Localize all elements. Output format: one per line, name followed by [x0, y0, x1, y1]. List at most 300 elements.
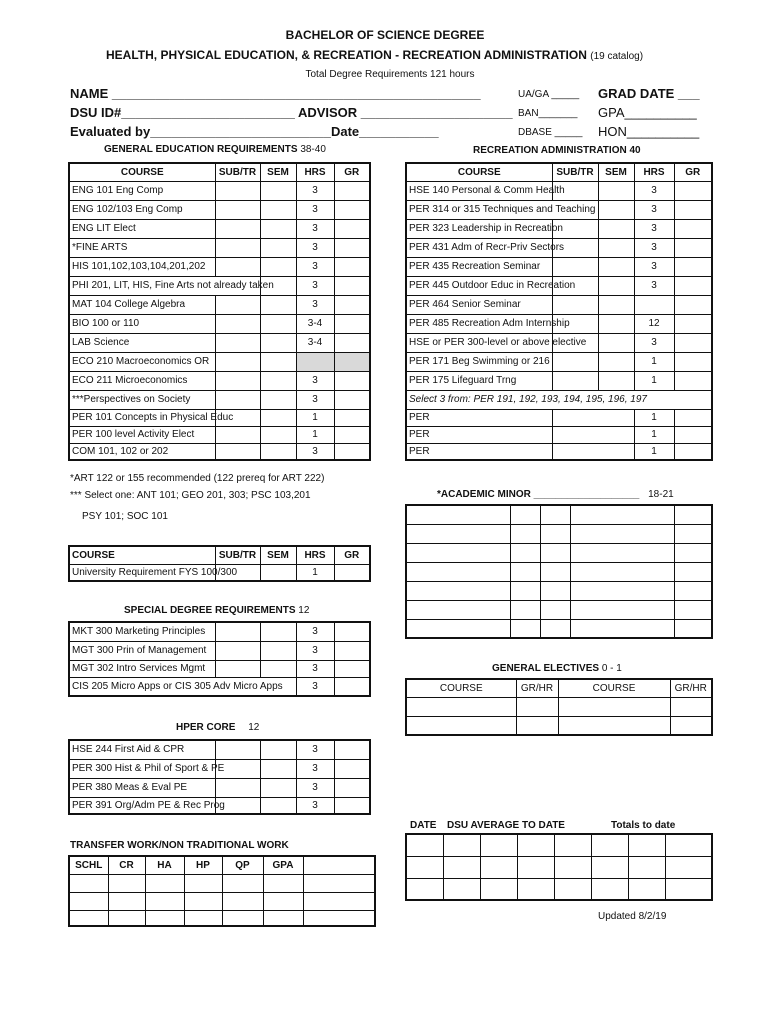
table-row[interactable] [406, 276, 712, 295]
cell[interactable] [69, 874, 108, 892]
gr-cell[interactable] [674, 371, 712, 390]
sem-cell[interactable] [598, 219, 634, 238]
sem-cell[interactable] [260, 314, 296, 333]
table-row[interactable] [406, 181, 712, 200]
subtr-cell[interactable] [215, 426, 260, 443]
sem-cell[interactable] [260, 219, 296, 238]
cell[interactable] [670, 697, 712, 716]
gr-cell[interactable] [674, 314, 712, 333]
table-row[interactable] [69, 759, 370, 778]
subtr-cell[interactable] [215, 314, 260, 333]
table-row[interactable] [69, 200, 370, 219]
sem-cell[interactable] [260, 564, 296, 581]
table-row[interactable] [69, 257, 370, 276]
cell[interactable] [510, 600, 540, 619]
course-name: HSE 140 Personal & Comm Health [406, 181, 552, 200]
cell[interactable] [540, 543, 570, 562]
table-row[interactable] [69, 910, 375, 926]
academic-minor-title [437, 489, 674, 500]
table-row[interactable] [406, 562, 712, 581]
total-hours: Total Degree Requirements 121 hours [305, 69, 475, 80]
cell[interactable] [510, 562, 540, 581]
col-schl: SCHL [69, 856, 108, 874]
col-cr: CR [108, 856, 145, 874]
cell[interactable] [145, 874, 184, 892]
table-row[interactable] [406, 878, 712, 900]
gr-cell[interactable] [674, 409, 712, 426]
cell[interactable] [510, 505, 540, 524]
col-blank [303, 856, 375, 874]
transfer-table [68, 855, 376, 927]
cell[interactable] [406, 697, 516, 716]
table-row[interactable] [406, 219, 712, 238]
cell[interactable] [591, 856, 628, 878]
gr-cell[interactable] [674, 219, 712, 238]
course-name: *FINE ARTS [69, 238, 215, 257]
cell[interactable] [540, 600, 570, 619]
hrs-cell: 3 [296, 797, 334, 814]
table-row[interactable] [69, 797, 370, 814]
subtr-cell[interactable] [215, 295, 260, 314]
table-row[interactable] [69, 564, 370, 581]
table-row[interactable] [69, 740, 370, 759]
gen-ed-hours: 38-40 [300, 144, 326, 155]
gr-cell[interactable] [334, 797, 370, 814]
cell[interactable] [406, 878, 443, 900]
cell[interactable] [222, 892, 263, 910]
table-row[interactable] [69, 874, 375, 892]
cell[interactable] [406, 505, 510, 524]
subtr-cell[interactable] [215, 778, 260, 797]
table-row[interactable] [69, 352, 370, 371]
cell[interactable] [554, 878, 591, 900]
table-row[interactable] [406, 697, 712, 716]
table-row[interactable] [406, 333, 712, 352]
cell[interactable] [184, 892, 222, 910]
cell[interactable] [570, 543, 674, 562]
table-row[interactable] [69, 443, 370, 460]
dsu-average-label: DSU AVERAGE TO DATE [447, 820, 565, 831]
special-title [124, 605, 309, 616]
catalog-label: (19 catalog) [590, 51, 644, 62]
cell[interactable] [406, 600, 510, 619]
cell[interactable] [108, 910, 145, 926]
cell[interactable] [406, 562, 510, 581]
cell[interactable] [591, 834, 628, 856]
subtr-cell[interactable] [215, 257, 260, 276]
cell[interactable] [516, 716, 558, 735]
sem-cell[interactable] [260, 238, 296, 257]
table-row[interactable] [69, 314, 370, 333]
gr-cell[interactable] [334, 622, 370, 641]
cell[interactable] [670, 716, 712, 735]
sem-cell[interactable] [260, 390, 296, 409]
cell[interactable] [554, 834, 591, 856]
table-row[interactable] [406, 238, 712, 257]
hrs-cell: 1 [634, 443, 674, 460]
table-row[interactable] [69, 641, 370, 660]
sem-cell[interactable] [260, 409, 296, 426]
course-name: PER 100 level Activity Elect [69, 426, 215, 443]
cell[interactable] [184, 874, 222, 892]
cell[interactable] [570, 600, 674, 619]
cell[interactable] [674, 581, 712, 600]
gr-cell[interactable] [674, 426, 712, 443]
sem-cell[interactable] [260, 443, 296, 460]
gr-cell[interactable] [334, 759, 370, 778]
table-row[interactable] [406, 409, 712, 426]
gr-cell[interactable] [334, 276, 370, 295]
course-name[interactable]: PER [406, 409, 552, 426]
cell[interactable] [510, 619, 540, 638]
sem-cell[interactable] [260, 371, 296, 390]
table-row[interactable] [406, 543, 712, 562]
course-entry[interactable] [552, 443, 634, 460]
hrs-cell: 3 [296, 200, 334, 219]
course-name: LAB Science [69, 333, 215, 352]
hrs-cell: 3 [296, 622, 334, 641]
gr-cell[interactable] [334, 238, 370, 257]
table-row[interactable] [406, 352, 712, 371]
gr-cell[interactable] [674, 352, 712, 371]
sem-cell[interactable] [260, 797, 296, 814]
subtr-cell[interactable] [215, 219, 260, 238]
subtr-cell[interactable] [552, 352, 598, 371]
cell[interactable] [406, 543, 510, 562]
cell[interactable] [263, 874, 303, 892]
cell[interactable] [628, 834, 665, 856]
cell[interactable] [145, 892, 184, 910]
cell[interactable] [406, 716, 516, 735]
cell[interactable] [516, 697, 558, 716]
table-row[interactable] [406, 600, 712, 619]
cell[interactable] [665, 856, 712, 878]
table-row[interactable] [69, 426, 370, 443]
table-row[interactable] [69, 276, 370, 295]
cell[interactable] [674, 600, 712, 619]
subtr-cell[interactable] [215, 352, 260, 371]
cell[interactable] [570, 524, 674, 543]
gr-cell[interactable] [674, 295, 712, 314]
subtr-cell[interactable] [215, 641, 260, 660]
cell[interactable] [674, 543, 712, 562]
course-name: CIS 205 Micro Apps or CIS 305 Adv Micro Apps [69, 677, 296, 696]
hrs-cell: 3-4 [296, 333, 334, 352]
sem-cell[interactable] [260, 352, 296, 371]
hper-core-title [176, 722, 259, 733]
cell[interactable] [540, 524, 570, 543]
table-row[interactable] [406, 856, 712, 878]
subtr-cell[interactable] [215, 333, 260, 352]
hrs-cell: 3 [634, 257, 674, 276]
col-qp: QP [222, 856, 263, 874]
gr-cell[interactable] [334, 200, 370, 219]
gr-cell[interactable] [334, 443, 370, 460]
table-row[interactable] [406, 443, 712, 460]
course-name: PHI 201, LIT, HIS, Fine Arts not already taken [69, 276, 260, 295]
gr-cell[interactable] [334, 257, 370, 276]
cell[interactable] [263, 910, 303, 926]
subtr-cell[interactable] [552, 371, 598, 390]
document-subtitle [106, 48, 643, 62]
cell[interactable] [665, 878, 712, 900]
univ-header-row [69, 546, 370, 564]
cell[interactable] [406, 524, 510, 543]
table-row[interactable] [69, 778, 370, 797]
gr-cell[interactable] [674, 443, 712, 460]
sem-cell[interactable] [598, 181, 634, 200]
cell[interactable] [222, 874, 263, 892]
sem-cell[interactable] [260, 778, 296, 797]
cell[interactable] [540, 505, 570, 524]
sem-cell[interactable] [598, 238, 634, 257]
cell[interactable] [570, 505, 674, 524]
table-row[interactable] [69, 295, 370, 314]
cell[interactable] [558, 697, 670, 716]
subtr-cell[interactable] [552, 295, 598, 314]
table-row[interactable] [69, 333, 370, 352]
cell[interactable] [628, 878, 665, 900]
gen-ed-table [68, 162, 371, 461]
special-title-text: SPECIAL DEGREE REQUIREMENTS [124, 605, 296, 616]
table-row[interactable] [406, 619, 712, 638]
gr-cell[interactable] [674, 238, 712, 257]
cell[interactable] [540, 619, 570, 638]
sem-cell[interactable] [260, 660, 296, 677]
cell[interactable] [69, 910, 108, 926]
sem-cell[interactable] [598, 371, 634, 390]
course-name: PER 314 or 315 Techniques and Teaching [406, 200, 598, 219]
col-hrs: HRS [634, 163, 674, 181]
sem-cell[interactable] [260, 200, 296, 219]
cell[interactable] [510, 524, 540, 543]
course-name: MAT 104 College Algebra [69, 295, 215, 314]
sem-cell[interactable] [260, 333, 296, 352]
cell[interactable] [406, 619, 510, 638]
course-name: PER 380 Meas & Eval PE [69, 778, 215, 797]
table-row[interactable] [406, 257, 712, 276]
gr-cell[interactable] [334, 333, 370, 352]
sem-cell[interactable] [260, 622, 296, 641]
gr-cell[interactable] [334, 660, 370, 677]
subtr-cell[interactable] [215, 238, 260, 257]
table-row[interactable] [69, 622, 370, 641]
cell[interactable] [480, 856, 517, 878]
cell[interactable] [517, 856, 554, 878]
sem-cell[interactable] [598, 295, 634, 314]
gr-cell[interactable] [674, 333, 712, 352]
sem-cell[interactable] [598, 276, 634, 295]
cell[interactable] [540, 562, 570, 581]
hon-field[interactable]: HON__________ [598, 124, 700, 139]
subtitle-text: HEALTH, PHYSICAL EDUCATION, & RECREATION - RECREATION ADMINISTRATION [106, 48, 587, 62]
gr-cell[interactable] [334, 314, 370, 333]
course-name: ECO 211 Microeconomics [69, 371, 215, 390]
cell[interactable] [145, 910, 184, 926]
hrs-cell: 3 [296, 740, 334, 759]
gr-cell[interactable] [334, 181, 370, 200]
course-entry[interactable] [552, 409, 634, 426]
col-hrs: HRS [296, 163, 334, 181]
cell[interactable] [480, 834, 517, 856]
gr-cell[interactable] [674, 200, 712, 219]
table-row[interactable] [406, 581, 712, 600]
cell[interactable] [591, 878, 628, 900]
subtr-cell[interactable] [215, 622, 260, 641]
cell[interactable] [674, 619, 712, 638]
uaga-field[interactable]: UA/GA _____ [518, 89, 580, 100]
cell[interactable] [406, 856, 443, 878]
subtr-cell[interactable] [215, 181, 260, 200]
cell[interactable] [263, 892, 303, 910]
course-name[interactable]: PER [406, 426, 552, 443]
gr-cell[interactable] [674, 276, 712, 295]
course-name[interactable]: PER [406, 443, 552, 460]
cell[interactable] [406, 834, 443, 856]
cell[interactable] [69, 892, 108, 910]
gr-cell[interactable] [334, 641, 370, 660]
hrs-cell: 3 [296, 238, 334, 257]
table-row[interactable] [69, 219, 370, 238]
cell[interactable] [222, 910, 263, 926]
cell[interactable] [184, 910, 222, 926]
cell[interactable] [517, 878, 554, 900]
totals-label: Totals to date [611, 820, 676, 831]
table-row[interactable] [69, 892, 375, 910]
perspectives-note-2: PSY 101; SOC 101 [82, 511, 168, 522]
cell[interactable] [554, 856, 591, 878]
sem-cell[interactable] [598, 314, 634, 333]
course-entry[interactable] [552, 426, 634, 443]
cell[interactable] [443, 834, 480, 856]
table-row[interactable] [406, 295, 712, 314]
cell[interactable] [540, 581, 570, 600]
table-row[interactable] [69, 390, 370, 409]
cell[interactable] [406, 581, 510, 600]
cell[interactable] [517, 834, 554, 856]
name-field[interactable]: NAME ___________________________________________________ [70, 86, 481, 101]
course-name: PER 171 Beg Swimming or 216 [406, 352, 552, 371]
cell[interactable] [570, 581, 674, 600]
cell[interactable] [108, 874, 145, 892]
dsu-advisor-field[interactable]: DSU ID#________________________ ADVISOR _____________________ [70, 105, 513, 120]
table-row[interactable] [69, 677, 370, 696]
hrs-cell: 12 [634, 314, 674, 333]
grad-date-field[interactable]: GRAD DATE ___ [598, 86, 700, 101]
cell[interactable] [665, 834, 712, 856]
dbase-field[interactable]: DBASE _____ [518, 127, 583, 138]
sem-cell[interactable] [598, 333, 634, 352]
table-row[interactable] [406, 314, 712, 333]
electives-hours: 0 - 1 [601, 663, 622, 674]
cell[interactable] [303, 874, 375, 892]
subtr-cell[interactable] [215, 390, 260, 409]
course-name: HIS 101,102,103,104,201,202 [69, 257, 215, 276]
cell[interactable] [303, 892, 375, 910]
cell[interactable] [443, 856, 480, 878]
gr-cell[interactable] [334, 426, 370, 443]
gr-cell[interactable] [334, 778, 370, 797]
sem-cell[interactable] [598, 257, 634, 276]
cell[interactable] [303, 910, 375, 926]
table-row[interactable] [69, 660, 370, 677]
evaluated-field[interactable]: Evaluated by_________________________Date___________ [70, 124, 439, 139]
cell[interactable] [674, 562, 712, 581]
gr-cell[interactable] [334, 295, 370, 314]
sem-cell[interactable] [598, 200, 634, 219]
minor-hours: 18-21 [648, 489, 674, 500]
col-subtr: SUB/TR [215, 546, 260, 564]
cell[interactable] [628, 856, 665, 878]
col-subtr: SUB/TR [552, 163, 598, 181]
ban-field[interactable]: BAN_______ [518, 108, 578, 119]
sem-cell[interactable] [260, 759, 296, 778]
cell[interactable] [674, 505, 712, 524]
gr-cell[interactable] [334, 740, 370, 759]
subtr-cell[interactable] [215, 740, 260, 759]
gr-cell[interactable] [334, 219, 370, 238]
subtr-cell[interactable] [215, 200, 260, 219]
cell[interactable] [443, 878, 480, 900]
table-row[interactable] [406, 524, 712, 543]
cell[interactable] [108, 892, 145, 910]
sem-cell[interactable] [260, 181, 296, 200]
table-row[interactable] [406, 505, 712, 524]
cell[interactable] [510, 543, 540, 562]
table-row[interactable] [69, 238, 370, 257]
gr-cell[interactable] [674, 257, 712, 276]
gr-cell[interactable] [334, 371, 370, 390]
subtr-cell[interactable] [552, 257, 598, 276]
sem-cell[interactable] [260, 257, 296, 276]
table-row[interactable] [406, 834, 712, 856]
table-row[interactable] [406, 716, 712, 735]
gr-cell[interactable] [674, 181, 712, 200]
col-sem: SEM [260, 546, 296, 564]
sem-cell[interactable] [260, 641, 296, 660]
cell[interactable] [510, 581, 540, 600]
gr-cell[interactable] [334, 564, 370, 581]
table-row[interactable] [69, 371, 370, 390]
hrs-cell: 3 [296, 641, 334, 660]
table-row[interactable] [406, 371, 712, 390]
table-row[interactable] [69, 181, 370, 200]
sem-cell[interactable] [260, 426, 296, 443]
gr-cell[interactable] [334, 409, 370, 426]
table-row[interactable] [406, 200, 712, 219]
subtr-cell[interactable] [215, 660, 260, 677]
cell[interactable] [570, 619, 674, 638]
sem-cell[interactable] [260, 740, 296, 759]
cell[interactable] [674, 524, 712, 543]
cell[interactable] [558, 716, 670, 735]
general-electives-title [492, 663, 622, 674]
gr-cell[interactable] [334, 390, 370, 409]
cell[interactable] [480, 878, 517, 900]
col-grhr-2: GR/HR [670, 679, 712, 697]
subtr-cell[interactable] [215, 443, 260, 460]
course-name: MKT 300 Marketing Principles [69, 622, 215, 641]
subtr-cell[interactable] [215, 371, 260, 390]
sem-cell[interactable] [260, 295, 296, 314]
sem-cell[interactable] [598, 352, 634, 371]
table-row[interactable] [406, 426, 712, 443]
table-row[interactable] [69, 409, 370, 426]
gpa-field[interactable]: GPA__________ [598, 105, 697, 120]
gr-cell[interactable] [334, 677, 370, 696]
cell[interactable] [570, 562, 674, 581]
col-course: COURSE [406, 679, 516, 697]
